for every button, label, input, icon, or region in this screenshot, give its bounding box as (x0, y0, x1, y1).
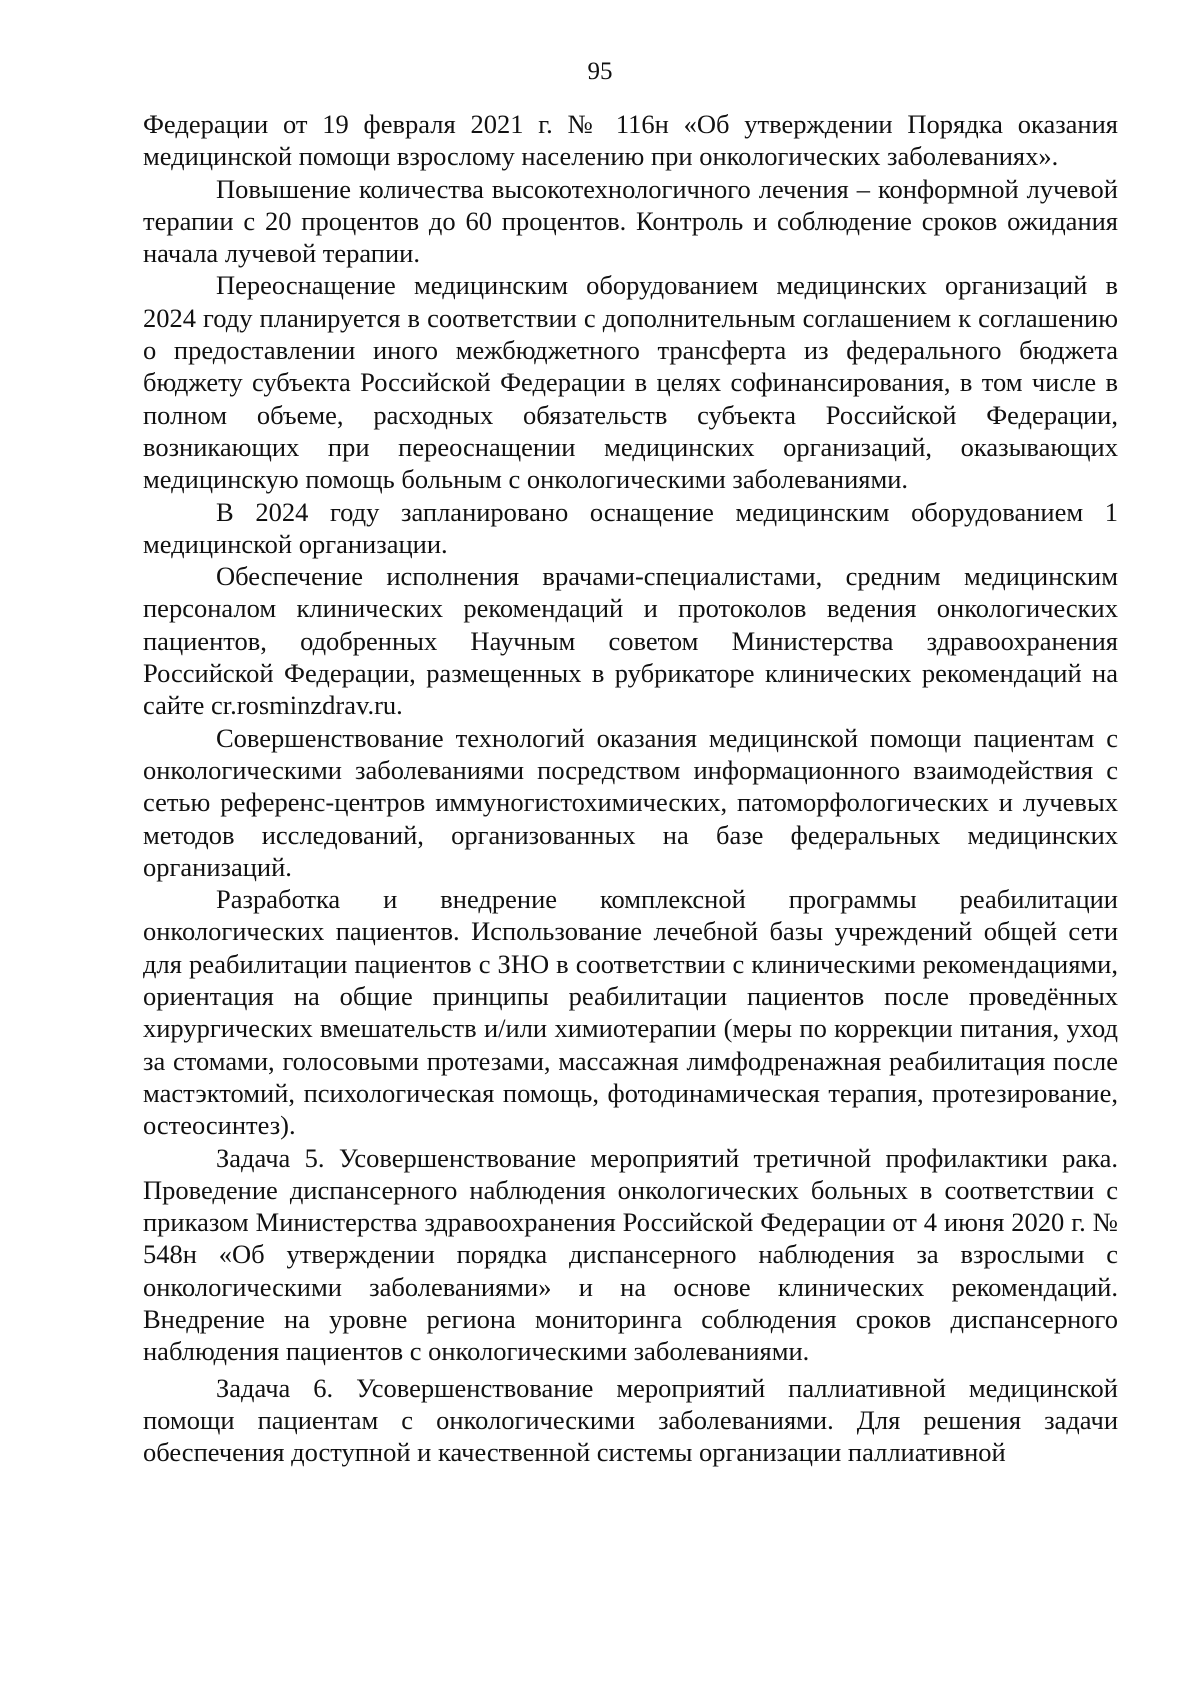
body-text (143, 108, 1118, 1468)
paragraph-reequipment: Переоснащение медицинским оборудованием медицинских организаций в 2024 году планируется в соответствии с дополнительным соглашением к соглашению о предоставлении иного межбюджетного трансферта из федерального бюджета бюджету субъекта Российской Федерации в целях софинансирования, в том числе в полном объеме, расходных обязательств субъекта Российской Федерации, возникающих при переоснащении медицинских организаций, оказывающих медицинскую помощь больным с онкологическими заболеваниями. (143, 270, 1118, 495)
paragraph-task-6: Задача 6. Усовершенствование мероприятий паллиативной медицинской помощи пациентам с онкологическими заболеваниями. Для решения задачи обеспечения доступной и качественной системы организации паллиативной (143, 1372, 1118, 1468)
paragraph-rehabilitation: Разработка и внедрение комплексной программы реабилитации онкологических пациентов. Использование лечебной базы учреждений общей сети для реабилитации пациентов с ЗНО в соответствии с клиническими рекомендациями, ориентация на общие принципы реабилитации пациентов после проведённых хирургических вмешательств и/или химиотерапии (меры по коррекции питания, уход за стомами, голосовыми протезами, массажная лимфодренажная реабилитация после мастэктомий, психологическая помощь, фотодинамическая терапия, протезирование, остеосинтез). (143, 884, 1118, 1141)
paragraph-clinical-guidelines: Обеспечение исполнения врачами-специалистами, средним медицинским персоналом клинических рекомендаций и протоколов ведения онкологических пациентов, одобренных Научным советом Министерства здравоохранения Российской Федерации, размещенных в рубрикаторе клинических рекомендаций на сайте cr.rosminzdrav.ru. (143, 561, 1118, 721)
paragraph-task-5: Задача 5. Усовершенствование мероприятий третичной профилактики рака. Проведение диспансерного наблюдения онкологических больных в соответствии с приказом Министерства здравоохранения Российской Федерации от 4 июня 2020 г. № 548н «Об утверждении порядка диспансерного наблюдения за взрослыми с онкологическими заболеваниями» и на основе клинических рекомендаций. Внедрение на уровне региона мониторинга соблюдения сроков диспансерного наблюдения пациентов с онкологическими заболеваниями. (143, 1142, 1118, 1367)
paragraph-reference-centers: Совершенствование технологий оказания медицинской помощи пациентам с онкологическими заболеваниями посредством информационного взаимодействия с сетью референс-центров иммуногистохимических, патоморфологических и лучевых методов исследований, организованных на базе федеральных медицинских организаций. (143, 722, 1118, 882)
paragraph-radiotherapy: Повышение количества высокотехнологичного лечения – конформной лучевой терапии с 20 процентов до 60 процентов. Контроль и соблюдение сроков ожидания начала лучевой терапии. (143, 173, 1118, 269)
paragraph-equipment-2024: В 2024 году запланировано оснащение медицинским оборудованием 1 медицинской организации. (143, 496, 1118, 559)
paragraph-continuation: Федерации от 19 февраля 2021 г. № 116н «Об утверждении Порядка оказания медицинской помощи взрослому населению при онкологических заболеваниях». (143, 109, 1118, 172)
page-number: 95 (587, 58, 613, 85)
